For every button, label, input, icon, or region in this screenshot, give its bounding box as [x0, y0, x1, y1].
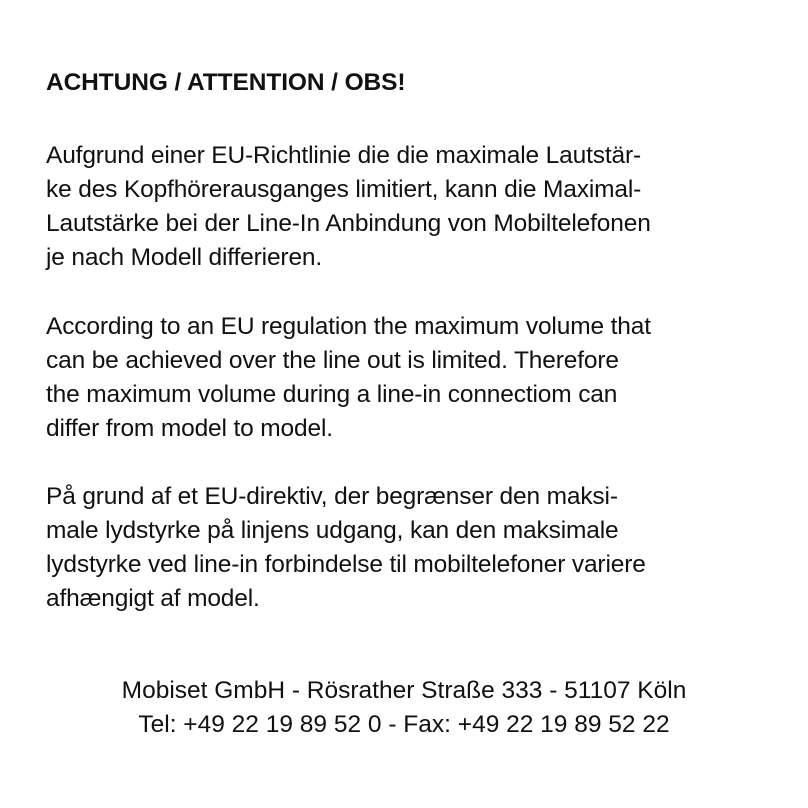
english-paragraph: [46, 310, 651, 446]
english-line: the maximum volume during a line-in connectiom can: [46, 381, 618, 408]
german-paragraph: [46, 139, 651, 275]
danish-line: male lydstyrke på linjens udgang, kan den maksimale: [46, 517, 619, 544]
danish-line: lydstyrke ved line-in forbindelse til mobiltelefoner variere: [46, 551, 646, 578]
german-line: Lautstärke bei der Line-In Anbindung von Mobiltelefonen: [46, 210, 651, 237]
company-address: Mobiset GmbH - Rösrather Straße 333 - 51107 Köln: [121, 677, 687, 704]
danish-paragraph: [46, 480, 646, 616]
german-line: Aufgrund einer EU-Richtlinie die die maximale Lautstär-: [46, 142, 642, 169]
danish-line: afhængigt af model.: [46, 585, 260, 612]
english-line: differ from model to model.: [46, 415, 333, 442]
german-line: je nach Modell differieren.: [46, 244, 323, 271]
english-line: According to an EU regulation the maximum volume that: [46, 313, 651, 340]
german-line: ke des Kopfhörerausganges limitiert, kann die Maximal-: [46, 176, 642, 203]
company-footer: [0, 674, 808, 742]
company-contact: Tel: +49 22 19 89 52 0 - Fax: +49 22 19 89 52 22: [138, 711, 670, 738]
notice-heading: ACHTUNG / ATTENTION / OBS!: [46, 69, 406, 96]
english-line: can be achieved over the line out is limited. Therefore: [46, 347, 619, 374]
danish-line: På grund af et EU-direktiv, der begrænser den maksi-: [46, 483, 618, 510]
